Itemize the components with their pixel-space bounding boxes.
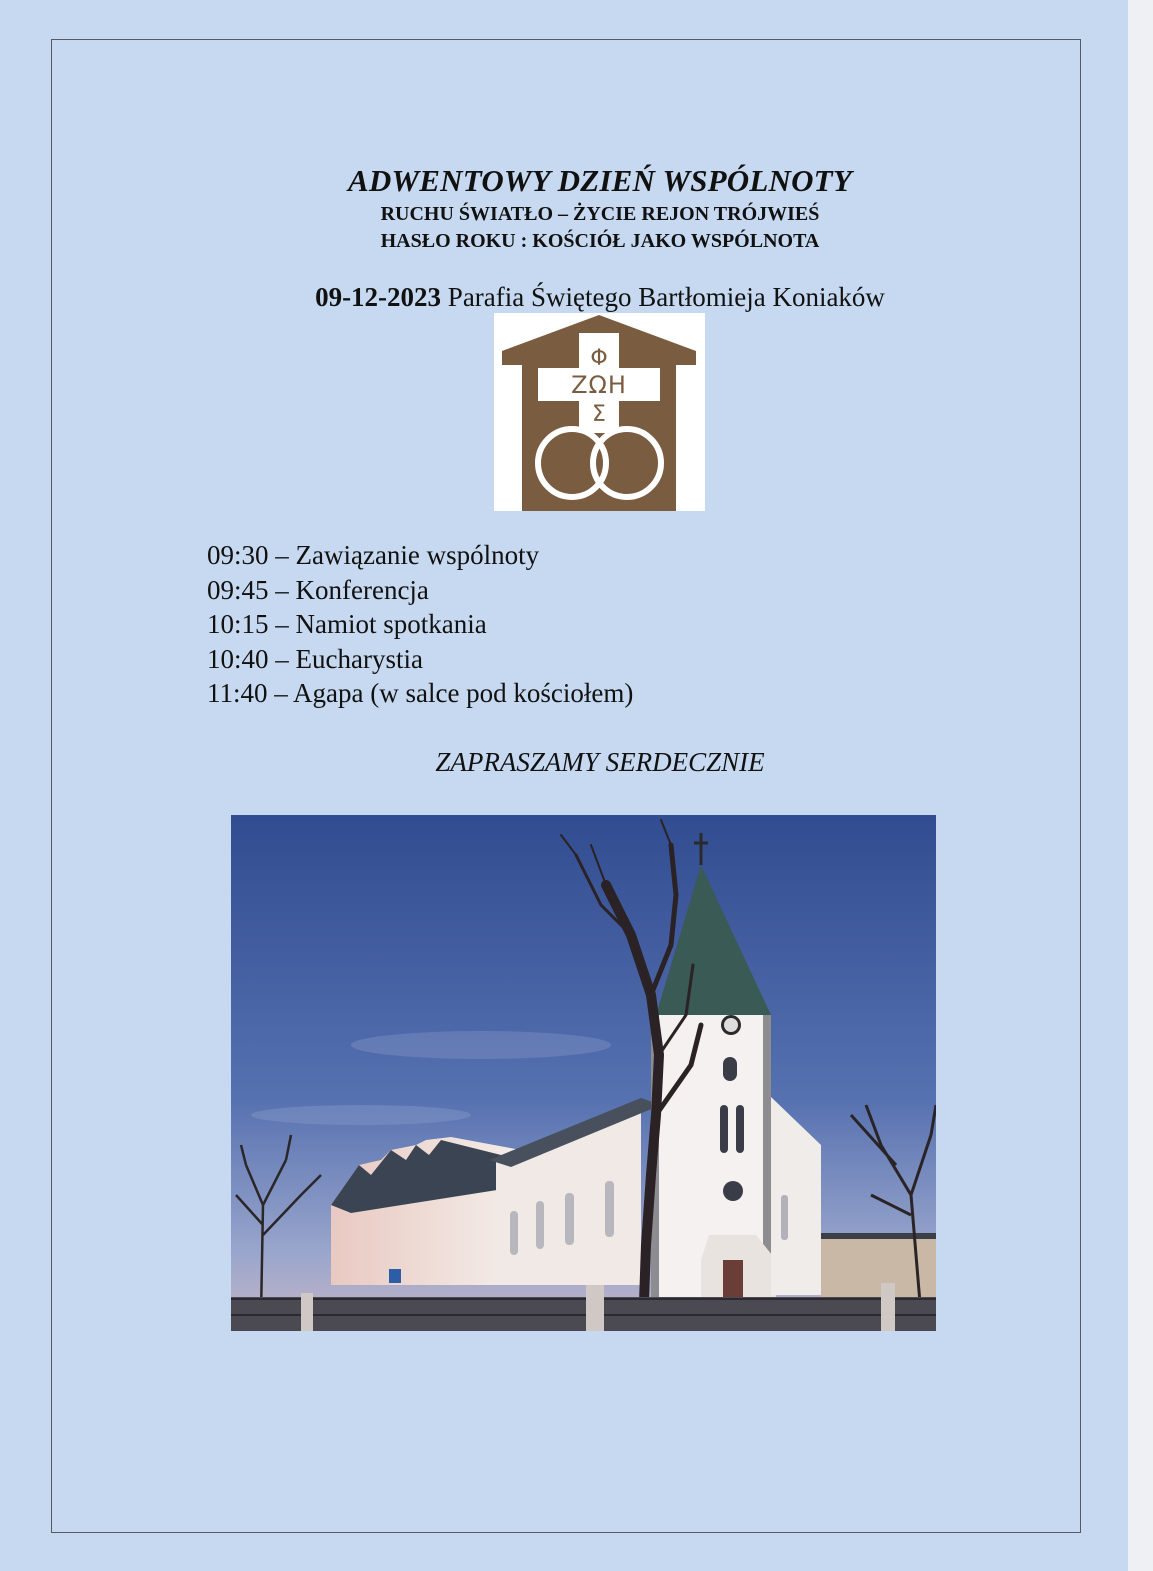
- event-date: 09-12-2023: [315, 282, 442, 312]
- event-venue: Parafia Świętego Bartłomieja Koniaków: [447, 282, 885, 312]
- schedule-item: 09:30 – Zawiązanie wspólnoty: [207, 540, 540, 570]
- poster-title: ADWENTOWY DZIEŃ WSPÓLNOTY: [348, 163, 852, 198]
- logo-letters-zoe: ΖΩΗ: [571, 371, 627, 399]
- schedule-item: 10:40 – Eucharystia: [207, 643, 423, 674]
- light-life-movement-logo-icon: [494, 313, 705, 511]
- schedule-list: [207, 538, 633, 711]
- date-venue-line: [0, 282, 1153, 313]
- church-photo: [231, 815, 936, 1331]
- schedule-item: 09:45 – Konferencja: [207, 574, 429, 605]
- poster-subtitle-movement: RUCHU ŚWIATŁO – ŻYCIE REJON TRÓJWIEŚ: [380, 203, 820, 225]
- schedule-item: 11:40 – Agapa (w salce pod kościołem): [207, 678, 634, 708]
- schedule-item: 10:15 – Namiot spotkania: [207, 609, 487, 639]
- logo-letter-sigma: Σ: [592, 402, 606, 427]
- poster-subtitle-motto: HASŁO ROKU : KOŚCIÓŁ JAKO WSPÓLNOTA: [380, 230, 820, 252]
- logo-letter-phi: Φ: [590, 346, 608, 371]
- invitation-text: ZAPRASZAMY SERDECZNIE: [435, 747, 765, 777]
